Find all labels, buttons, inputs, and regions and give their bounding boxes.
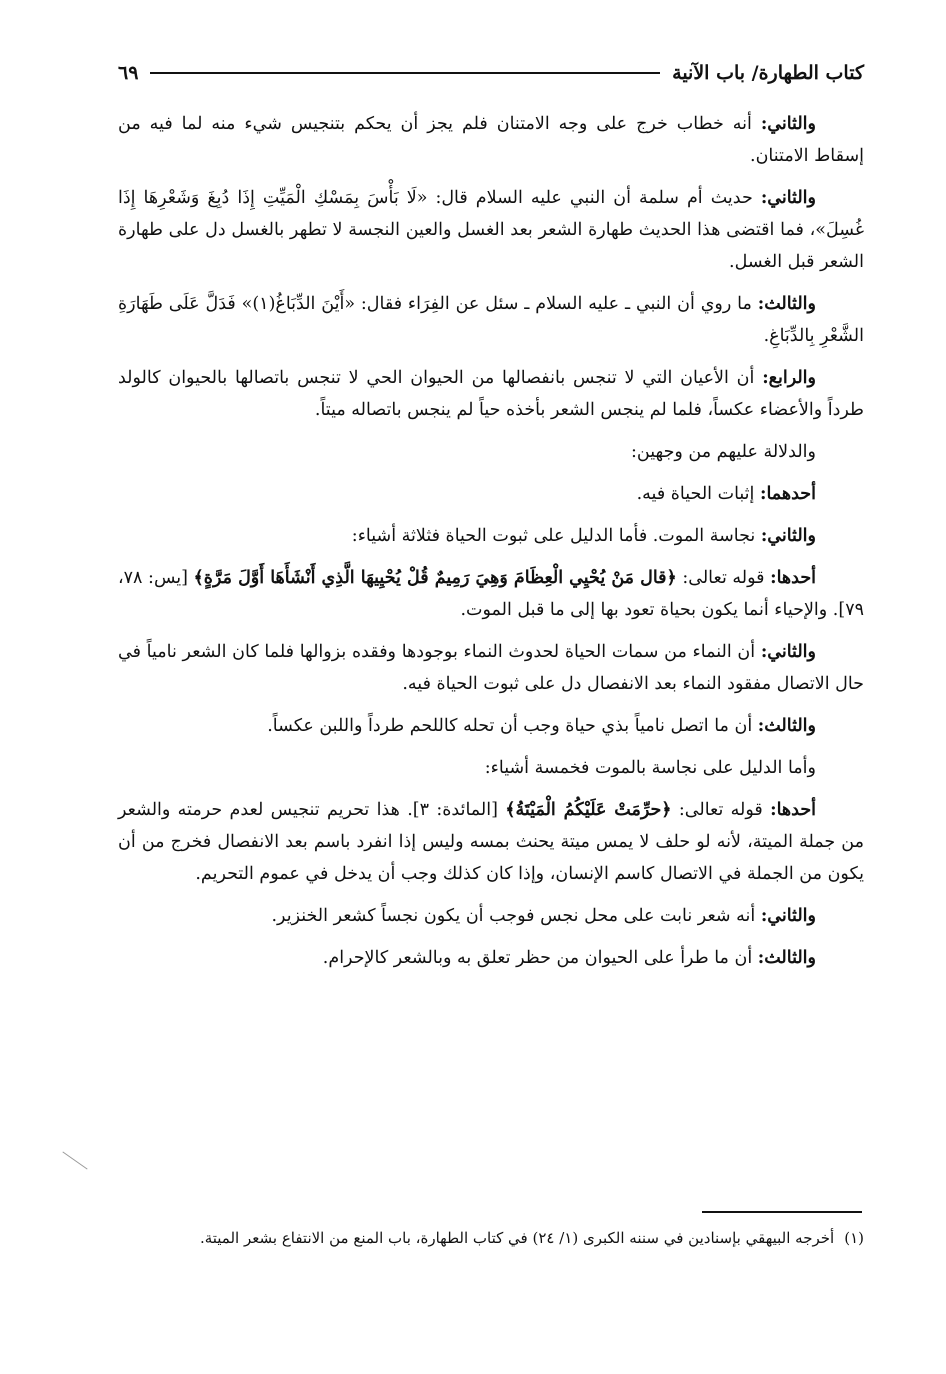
header-title: كتاب الطهارة/ باب الآنية: [672, 62, 864, 84]
scan-artifact: [62, 1151, 87, 1169]
paragraph-lead: والثالث:: [757, 716, 816, 736]
paragraph-text: ما روي أن النبي ـ عليه السلام ـ سئل عن الفِرَاء فقال: «أَيْنَ الدِّبَاغُ(١)» فَدَلَّ عَلَى طَهَارَةِ الشَّعْرِ بِالدِّبَاغِ.: [118, 294, 864, 346]
running-header: [118, 56, 864, 90]
paragraph-12: [118, 794, 864, 890]
quran-verse: ﴿قال مَنْ يُحْيِي الْعِظَامَ وَهِيَ رَمِيمٌ قُلْ يُحْيِيهَا الَّذِي أَنْشَأَهَا أَوَّلَ مَرَّةٍ﴾: [193, 568, 677, 588]
paragraph-6: [118, 478, 864, 510]
footnote-number: (١): [844, 1229, 864, 1247]
footnote: [118, 1226, 864, 1250]
paragraph-11: [118, 752, 864, 784]
paragraph-text: نجاسة الموت. فأما الدليل على ثبوت الحياة فثلاثة أشياء:: [351, 526, 761, 546]
main-text: [118, 108, 864, 984]
paragraph-text: وأما الدليل على نجاسة بالموت فخمسة أشياء:: [484, 758, 816, 778]
paragraph-13: [118, 900, 864, 932]
paragraph-text: أن الأعيان التي لا تنجس بانفصالها من الحيوان الحي لا تنجس باتصالها بالحيوان كالولد طرداً والأعضاء عكساً، فلما لم ينجس الشعر بأخذه حياً لم ينجس باتصاله ميتاً.: [118, 368, 864, 420]
paragraph-lead: أحدها:: [770, 800, 816, 820]
paragraph-text-after: [يس: ٧٨، ٧٩]. والإحياء أنما يكون بحياة تعود بها إلى ما قبل الموت.: [118, 568, 864, 620]
paragraph-lead: والثاني:: [760, 906, 816, 926]
paragraph-9: [118, 636, 864, 700]
paragraph-lead: والثاني:: [760, 526, 816, 546]
paragraph-lead: والثاني:: [760, 114, 816, 134]
paragraph-1: [118, 108, 864, 172]
paragraph-8: [118, 562, 864, 626]
paragraph-lead: والثالث:: [757, 294, 816, 314]
paragraph-text: أنه خطاب خرج على وجه الامتنان فلم يجز أن يحكم بتنجيس شيء منه لما فيه من إسقاط الامتنان.: [118, 114, 864, 166]
paragraph-3: [118, 288, 864, 352]
paragraph-14: [118, 942, 864, 974]
paragraph-7: [118, 520, 864, 552]
footnote-rule: [702, 1211, 862, 1213]
paragraph-lead: والثالث:: [757, 948, 816, 968]
paragraph-text: حديث أم سلمة أن النبي عليه السلام قال: «لَا بَأْسَ بِمَسْكِ الْمَيِّتِ إِذَا دُبِغَ وَشَعْرِهَا إِذَا غُسِلَ»، فما اقتضى هذا الحديث طهارة الشعر بعد الغسل والعين النجسة لا تطهر بالغسل دل على طهارة الشعر قبل الغسل.: [118, 188, 864, 272]
paragraph-lead: والرابع:: [762, 368, 816, 388]
paragraph-text: أنه شعر نابت على محل نجس فوجب أن يكون نجساً كشعر الخنزير.: [271, 906, 761, 926]
paragraph-text: إثبات الحياة فيه.: [636, 484, 760, 504]
quran-verse: ﴿حرِّمَتْ عَلَيْكُمُ الْمَيْتَةُ﴾: [505, 800, 672, 820]
paragraph-text: أن النماء من سمات الحياة لحدوث النماء بوجودها وفقده بزوالها فلما كان الشعر نامياً في حال الاتصال مفقود النماء بعد الانفصال دل على ثبوت الحياة فيه.: [118, 642, 864, 694]
paragraph-4: [118, 362, 864, 426]
paragraph-text: أن ما طرأ على الحيوان من حظر تعلق به وبالشعر كالإحرام.: [322, 948, 758, 968]
paragraph-text: قوله تعالى:: [671, 800, 771, 820]
footnote-text: أخرجه البيهقي بإسنادين في سننه الكبرى (١/ ٢٤) في كتاب الطهارة، باب المنع من الانتفاع بشعر الميتة.: [199, 1229, 835, 1247]
header-rule: [150, 72, 660, 74]
paragraph-lead: أحدها:: [770, 568, 816, 588]
page-number: ٦٩: [118, 62, 139, 84]
paragraph-text-after: [المائدة: ٣]. هذا تحريم تنجيس لعدم حرمته والشعر من جملة الميتة، لأنه لو حلف لا يمس ميتة يحنث بمسه وليس إذا انفرد باسم بعد الانفصال فخرج من أن يكون من الجملة في الاتصال كاسم الإنسان، وإذا كان كذلك وجب أن يدخل في عموم التحريم.: [118, 800, 864, 884]
paragraph-5: [118, 436, 864, 468]
paragraph-lead: أحدهما:: [759, 484, 816, 504]
paragraph-2: [118, 182, 864, 278]
paragraph-text: قوله تعالى:: [676, 568, 771, 588]
paragraph-lead: والثاني:: [760, 642, 816, 662]
paragraph-lead: والثاني:: [760, 188, 816, 208]
paragraph-text: أن ما اتصل نامياً بذي حياة وجب أن تحله كاللحم طرداً واللبن عكساً.: [267, 716, 758, 736]
paragraph-text: والدلالة عليهم من وجهين:: [631, 442, 816, 462]
paragraph-10: [118, 710, 864, 742]
